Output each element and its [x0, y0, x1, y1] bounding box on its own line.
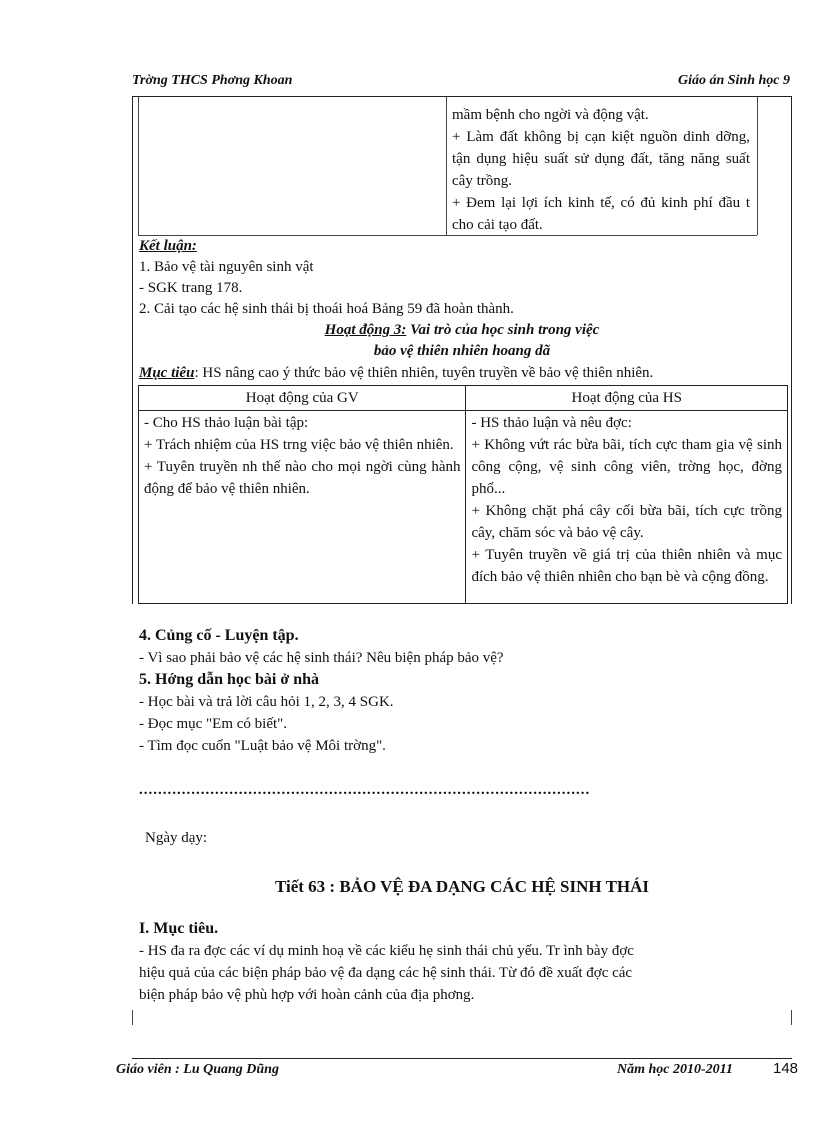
- activity-table: [138, 385, 788, 604]
- gv-cell: [139, 411, 466, 604]
- activity3-title-line2: bảo vệ thiên nhiên hoang dã: [373, 343, 551, 359]
- activity3-title: [132, 320, 792, 341]
- activity3-title-prefix: Hoạt động 3:: [324, 322, 407, 338]
- bottom-right-tick: [791, 1010, 792, 1025]
- activity-table-header: [139, 386, 788, 411]
- conclusion-line: - SGK trang 178.: [139, 280, 243, 296]
- header-school: Trờng THCS Phơng Khoan: [132, 73, 293, 88]
- header-rule: [132, 96, 792, 97]
- top-table-right-cell: [452, 104, 750, 236]
- consolidation-line: - Vì sao phải bảo vệ các hệ sinh thái? Nêu biện pháp bảo vệ?: [139, 650, 504, 666]
- hs-line: + Không vứt rác bừa bãi, tích cực tham gia vệ sinh công cộng, vệ sinh công viên, trờng học, đờng phố...: [471, 437, 782, 497]
- section-objectives: I. Mục tiêu.: [139, 920, 219, 937]
- header-subject: Giáo án Sinh học 9: [677, 73, 790, 88]
- footer-rule: [132, 1058, 792, 1059]
- consolidation-title: 4. Củng cố - Luyện tập.: [139, 627, 299, 644]
- homework-title: 5. Hớng dẫn học bài ở nhà: [139, 671, 319, 688]
- homework-line: - Tìm đọc cuốn "Luật bảo vệ Môi trờng".: [139, 738, 386, 754]
- footer-year: Năm học 2010-2011: [617, 1062, 733, 1077]
- activity-table-row: [139, 411, 788, 604]
- page-number: 148: [773, 1060, 799, 1077]
- top-table-right-border: [757, 97, 758, 235]
- date-label: Ngày dạy:: [145, 830, 208, 846]
- bottom-left-tick: [132, 1010, 133, 1025]
- col-header-hs: Hoạt động của HS: [466, 386, 788, 411]
- homework-line: - Đọc mục "Em có biết".: [139, 716, 288, 732]
- dotted-separator: ...............................................................................................: [139, 782, 591, 798]
- top-table-line: + Đem lại lợi ích kinh tế, có đủ kinh phí đầu t cho cải tạo đất.: [452, 195, 750, 233]
- goal-text: : HS nâng cao ý thức bảo vệ thiên nhiên, tuyên truyền về bảo vệ thiên nhiên.: [194, 365, 654, 381]
- top-table-left-border: [138, 97, 139, 235]
- activity3-title-rest: Vai trò của học sinh trong việc: [406, 322, 600, 338]
- activity3-goal: [139, 363, 653, 384]
- gv-line: + Tuyên truyền nh thế nào cho mọi ngời cùng hành động để bảo vệ thiên nhiên.: [144, 459, 461, 497]
- conclusion-title: Kết luận:: [139, 238, 197, 254]
- objective-line: biện pháp bảo vệ phù hợp với hoàn cảnh của địa phơng.: [139, 987, 475, 1003]
- objective-line: - HS đa ra đợc các ví dụ minh hoạ về các kiểu hẹ sinh thái chủ yếu. Tr ình bày đợc: [139, 943, 634, 959]
- goal-label: Mục tiêu: [139, 365, 195, 381]
- conclusion-line: 1. Bảo vệ tài nguyên sinh vật: [139, 259, 314, 275]
- top-table-line: mầm bệnh cho ngời và động vật.: [452, 107, 649, 123]
- gv-line: + Trách nhiệm của HS trng việc bảo vệ thiên nhiên.: [144, 437, 454, 453]
- footer-teacher: Giáo viên : Lu Quang Dũng: [116, 1062, 279, 1077]
- gv-line: - Cho HS thảo luận bài tập:: [144, 415, 309, 431]
- homework-line: - Học bài và trả lời câu hỏi 1, 2, 3, 4 SGK.: [139, 694, 394, 710]
- objective-line: hiệu quả của các biện pháp bảo vệ đa dạng các hệ sinh thái. Từ đó đề xuất đợc các: [139, 965, 633, 981]
- hs-cell: [466, 411, 788, 604]
- col-header-gv: Hoạt động của GV: [139, 386, 466, 411]
- conclusion-line: 2. Cải tạo các hệ sinh thái bị thoái hoá Bảng 59 đã hoàn thành.: [139, 301, 514, 317]
- hs-line: + Không chặt phá cây cối bừa bãi, tích cực trồng cây, chăm sóc và bảo vệ cây.: [471, 503, 782, 541]
- hs-line: + Tuyên truyền về giá trị của thiên nhiên và mục đích bảo vệ thiên nhiên cho bạn bè và cộng đồng.: [471, 547, 782, 585]
- hs-line: - HS thảo luận và nêu đợc:: [471, 415, 632, 431]
- top-table-line: + Làm đất không bị cạn kiệt nguồn dinh dỡng, tận dụng hiệu suất sử dụng đất, tăng năng suất cây trồng.: [452, 129, 750, 189]
- lesson-title: Tiết 63 : BẢO VỆ ĐA DẠNG CÁC HỆ SINH THÁI: [274, 877, 650, 896]
- top-table-mid-border: [446, 97, 447, 235]
